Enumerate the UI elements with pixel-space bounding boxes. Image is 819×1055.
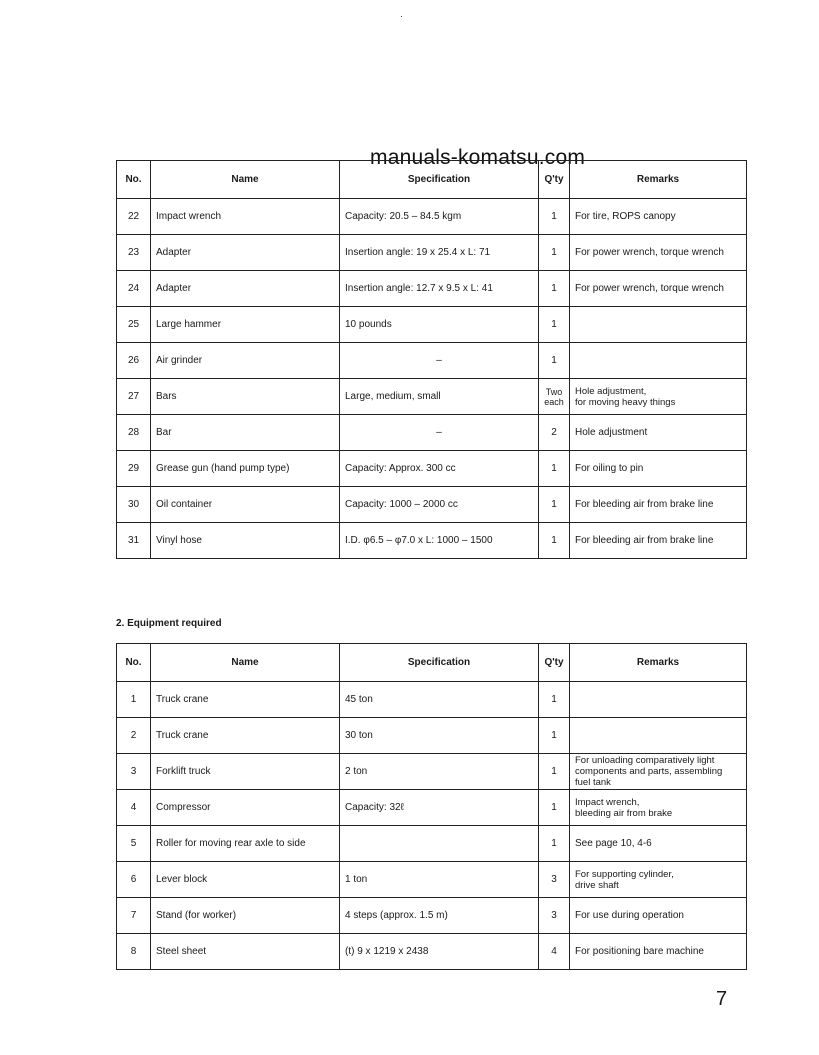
cell-remarks (570, 343, 747, 379)
header-no: No. (117, 161, 151, 199)
cell-qty: 1 (539, 754, 570, 790)
cell-remarks (570, 718, 747, 754)
cell-no: 5 (117, 826, 151, 862)
table-row (117, 451, 747, 487)
scan-speck (401, 16, 402, 17)
cell-specification: I.D. φ6.5 – φ7.0 x L: 1000 – 1500 (340, 523, 539, 559)
cell-name: Oil container (151, 487, 340, 523)
cell-name: Adapter (151, 235, 340, 271)
cell-qty: 1 (539, 487, 570, 523)
cell-name: Large hammer (151, 307, 340, 343)
remarks-line: For positioning bare machine (575, 946, 704, 957)
cell-no: 4 (117, 790, 151, 826)
cell-no: 24 (117, 271, 151, 307)
table-row (117, 343, 747, 379)
cell-name: Forklift truck (151, 754, 340, 790)
table-row (117, 235, 747, 271)
header-name: Name (151, 644, 340, 682)
header-specification: Specification (340, 644, 539, 682)
cell-specification: Insertion angle: 19 x 25.4 x L: 71 (340, 235, 539, 271)
cell-specification: 45 ton (340, 682, 539, 718)
cell-name: Bar (151, 415, 340, 451)
cell-qty: 1 (539, 199, 570, 235)
cell-remarks (570, 934, 747, 970)
cell-remarks (570, 898, 747, 934)
cell-name: Grease gun (hand pump type) (151, 451, 340, 487)
remarks-line: components and parts, assembling (575, 766, 723, 777)
remarks-line: fuel tank (575, 777, 611, 788)
cell-remarks (570, 199, 747, 235)
remarks-line: For use during operation (575, 910, 684, 921)
cell-remarks (570, 487, 747, 523)
cell-remarks (570, 754, 747, 790)
table-row (117, 754, 747, 790)
cell-specification: 1 ton (340, 862, 539, 898)
remarks-line: For power wrench, torque wrench (575, 283, 724, 294)
cell-qty: 1 (539, 790, 570, 826)
cell-qty: 1 (539, 271, 570, 307)
table-row (117, 790, 747, 826)
remarks-line: For supporting cylinder, (575, 868, 674, 880)
cell-specification: Capacity: 32ℓ (340, 790, 539, 826)
table-row (117, 934, 747, 970)
cell-name: Adapter (151, 271, 340, 307)
table-row (117, 415, 747, 451)
cell-name: Impact wrench (151, 199, 340, 235)
section-title-equipment: 2. Equipment required (116, 618, 222, 629)
remarks-line: bleeding air from brake (575, 807, 673, 819)
cell-name: Air grinder (151, 343, 340, 379)
cell-name: Truck crane (151, 682, 340, 718)
cell-no: 25 (117, 307, 151, 343)
table-row (117, 523, 747, 559)
cell-name: Bars (151, 379, 340, 415)
cell-remarks (570, 307, 747, 343)
remarks-line: drive shaft (575, 879, 619, 891)
cell-qty: 1 (539, 718, 570, 754)
cell-specification: Capacity: Approx. 300 cc (340, 451, 539, 487)
cell-no: 1 (117, 682, 151, 718)
cell-specification: Capacity: 1000 – 2000 cc (340, 487, 539, 523)
remarks-line: For oiling to pin (575, 463, 644, 474)
table-row (117, 898, 747, 934)
cell-name: Lever block (151, 862, 340, 898)
cell-remarks (570, 271, 747, 307)
cell-no: 26 (117, 343, 151, 379)
table-row (117, 307, 747, 343)
cell-name: Compressor (151, 790, 340, 826)
cell-name: Truck crane (151, 718, 340, 754)
header-name: Name (151, 161, 340, 199)
tools-table-body (117, 199, 747, 559)
page-number: 7 (716, 988, 728, 1010)
header-no: No. (117, 644, 151, 682)
cell-no: 8 (117, 934, 151, 970)
cell-no: 3 (117, 754, 151, 790)
cell-remarks (570, 523, 747, 559)
cell-no: 29 (117, 451, 151, 487)
cell-qty: 3 (539, 898, 570, 934)
cell-remarks (570, 235, 747, 271)
cell-no: 7 (117, 898, 151, 934)
cell-no: 22 (117, 199, 151, 235)
table-row (117, 487, 747, 523)
cell-qty: 1 (539, 523, 570, 559)
cell-remarks (570, 862, 747, 898)
remarks-line: for moving heavy things (575, 396, 676, 408)
header-specification: Specification (340, 161, 539, 199)
cell-specification: 30 ton (340, 718, 539, 754)
cell-name: Steel sheet (151, 934, 340, 970)
cell-specification: Insertion angle: 12.7 x 9.5 x L: 41 (340, 271, 539, 307)
cell-name: Stand (for worker) (151, 898, 340, 934)
remarks-line: Hole adjustment, (575, 385, 647, 397)
cell-specification: – (340, 415, 539, 451)
tools-table-header (117, 161, 747, 199)
remarks-line: For tire, ROPS canopy (575, 211, 676, 222)
table-row (117, 826, 747, 862)
cell-specification: Capacity: 20.5 – 84.5 kgm (340, 199, 539, 235)
cell-specification: 10 pounds (340, 307, 539, 343)
equipment-table-body (117, 682, 747, 970)
table-row (117, 271, 747, 307)
cell-specification: Large, medium, small (340, 379, 539, 415)
remarks-line: For power wrench, torque wrench (575, 247, 724, 258)
cell-qty: 1 (539, 343, 570, 379)
remarks-line: Hole adjustment (575, 427, 648, 438)
cell-no: 23 (117, 235, 151, 271)
cell-remarks (570, 379, 747, 415)
table-row (117, 682, 747, 718)
cell-name: Vinyl hose (151, 523, 340, 559)
table-row (117, 862, 747, 898)
cell-qty: 3 (539, 862, 570, 898)
header-remarks: Remarks (570, 161, 747, 199)
remarks-line: For unloading comparatively light (575, 755, 715, 766)
cell-no: 6 (117, 862, 151, 898)
cell-remarks (570, 415, 747, 451)
cell-qty: 1 (539, 682, 570, 718)
cell-no: 2 (117, 718, 151, 754)
cell-no: 27 (117, 379, 151, 415)
remarks-line: See page 10, 4-6 (575, 838, 652, 849)
watermark-text: manuals-komatsu.com (370, 146, 586, 169)
cell-remarks (570, 826, 747, 862)
remarks-line: For bleeding air from brake line (575, 499, 714, 510)
cell-name: Roller for moving rear axle to side (151, 826, 340, 862)
cell-qty: 2 (539, 415, 570, 451)
cell-specification: 4 steps (approx. 1.5 m) (340, 898, 539, 934)
cell-specification: (t) 9 x 1219 x 2438 (340, 934, 539, 970)
table-row (117, 379, 747, 415)
cell-qty: 1 (539, 826, 570, 862)
header-qty: Q'ty (539, 161, 570, 199)
remarks-line: For bleeding air from brake line (575, 535, 714, 546)
cell-specification: 2 ton (340, 754, 539, 790)
remarks-line: Impact wrench, (575, 796, 640, 808)
cell-specification (340, 826, 539, 862)
cell-remarks (570, 682, 747, 718)
table-row (117, 718, 747, 754)
tools-table (116, 160, 747, 559)
header-qty: Q'ty (539, 644, 570, 682)
cell-qty: Two each (539, 379, 570, 415)
cell-no: 30 (117, 487, 151, 523)
cell-remarks (570, 451, 747, 487)
cell-qty: 1 (539, 307, 570, 343)
equipment-table-header (117, 644, 747, 682)
cell-qty: 1 (539, 235, 570, 271)
cell-no: 31 (117, 523, 151, 559)
table-row (117, 199, 747, 235)
cell-remarks (570, 790, 747, 826)
cell-qty: 4 (539, 934, 570, 970)
cell-no: 28 (117, 415, 151, 451)
header-remarks: Remarks (570, 644, 747, 682)
cell-qty: 1 (539, 451, 570, 487)
cell-specification: – (340, 343, 539, 379)
equipment-table (116, 643, 747, 970)
